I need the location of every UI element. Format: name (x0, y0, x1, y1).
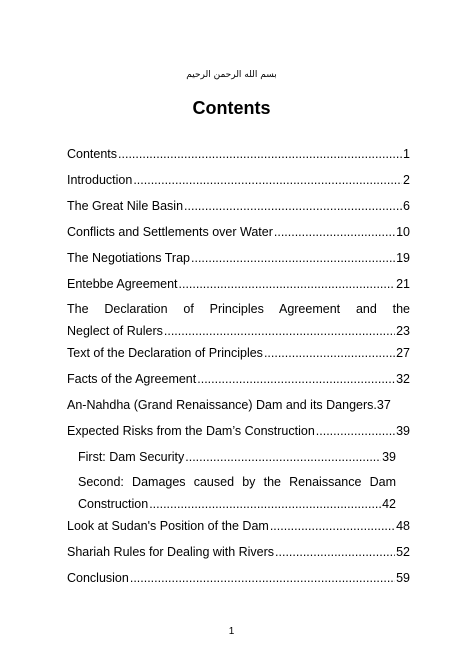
toc-subentry[interactable] (78, 449, 396, 466)
toc-entry-title: Look at Sudan's Position of the Dam (67, 519, 269, 533)
toc-entry-page: 21 (396, 277, 410, 291)
toc-entry-title: Contents (67, 147, 118, 161)
toc-leader-dots (164, 323, 395, 340)
basmala-heading: بسم الله الرحمن الرحيم (186, 70, 277, 80)
toc-entry[interactable] (67, 371, 410, 388)
toc-leader-dots (149, 496, 381, 513)
toc-entry-page: 10 (396, 225, 410, 239)
toc-entry-title-continued: Construction (78, 497, 149, 511)
toc-entry[interactable] (67, 518, 410, 535)
toc-entry-title: Conflicts and Settlements over Water (67, 225, 273, 239)
toc-entry[interactable] (67, 250, 410, 267)
toc-leader-dots (130, 570, 395, 587)
toc-entry-page: 39 (382, 450, 396, 464)
toc-entry-title: An-Nahdha (Grand Renaissance) Dam and its Dangers. (67, 398, 377, 412)
toc-entry[interactable] (67, 544, 410, 561)
toc-leader-dots (275, 544, 395, 561)
toc-leader-dots (264, 345, 395, 362)
toc-entry-title: First: Dam Security (78, 450, 185, 464)
toc-entry[interactable] (67, 570, 410, 587)
toc-entry-page: 23 (396, 324, 410, 338)
page-title: Contents (192, 98, 271, 118)
toc-entry[interactable] (67, 172, 410, 189)
toc-leader-dots (316, 423, 395, 440)
toc-entry-title: The Negotiations Trap (67, 251, 190, 265)
toc-entry-page: 2 (403, 173, 410, 187)
toc-entry-title: The Great Nile Basin (67, 199, 184, 213)
toc-entry-page: 48 (396, 519, 410, 533)
toc-entry-page: 19 (396, 251, 410, 265)
toc-entry-page: 6 (403, 199, 410, 213)
toc-entry-title: Text of the Declaration of Principles (67, 346, 263, 360)
toc-leader-dots (184, 198, 402, 215)
toc-entry-page: 1 (403, 147, 410, 161)
toc-entry[interactable] (67, 397, 410, 414)
toc-entry-title: Conclusion (67, 571, 129, 585)
toc-entry[interactable] (67, 423, 410, 440)
toc-subentry[interactable] (78, 474, 396, 513)
toc-leader-dots (133, 172, 402, 189)
toc-entry-title: Entebbe Agreement (67, 277, 178, 291)
toc-leader-dots (191, 250, 395, 267)
toc-entry-page: 59 (396, 571, 410, 585)
toc-leader-dots (185, 449, 381, 466)
toc-leader-dots (118, 146, 402, 163)
toc-entry-page: 39 (396, 424, 410, 438)
toc-entry-title: The Declaration of Principles Agreement and the (67, 302, 410, 316)
toc-leader-dots (274, 224, 395, 241)
toc-entry-page: 32 (396, 372, 410, 386)
toc-entry-page: 37 (376, 398, 391, 412)
toc-entry-page: 52 (396, 545, 410, 559)
toc-entry-page: 42 (382, 497, 396, 511)
toc-entry-title: Second: Damages caused by the Renaissance Dam (78, 475, 396, 489)
toc-leader-dots (270, 518, 395, 535)
toc-entry[interactable] (67, 224, 410, 241)
toc-entry-title: Shariah Rules for Dealing with Rivers (67, 545, 275, 559)
toc-entry[interactable] (67, 345, 410, 362)
toc-entry-title-continued: Neglect of Rulers (67, 324, 163, 338)
toc-entry[interactable] (67, 276, 410, 293)
toc-entry[interactable] (67, 301, 410, 340)
toc-entry-page: 27 (396, 346, 410, 360)
toc-leader-dots (197, 371, 395, 388)
toc-leader-dots (179, 276, 396, 293)
page-number: 1 (228, 626, 235, 637)
toc-entry-title: Expected Risks from the Dam’s Construction (67, 424, 315, 438)
toc-entry-title: Facts of the Agreement (67, 372, 197, 386)
toc-entry[interactable] (67, 146, 410, 163)
toc-entry-title: Introduction (67, 173, 133, 187)
toc-entry[interactable] (67, 198, 410, 215)
